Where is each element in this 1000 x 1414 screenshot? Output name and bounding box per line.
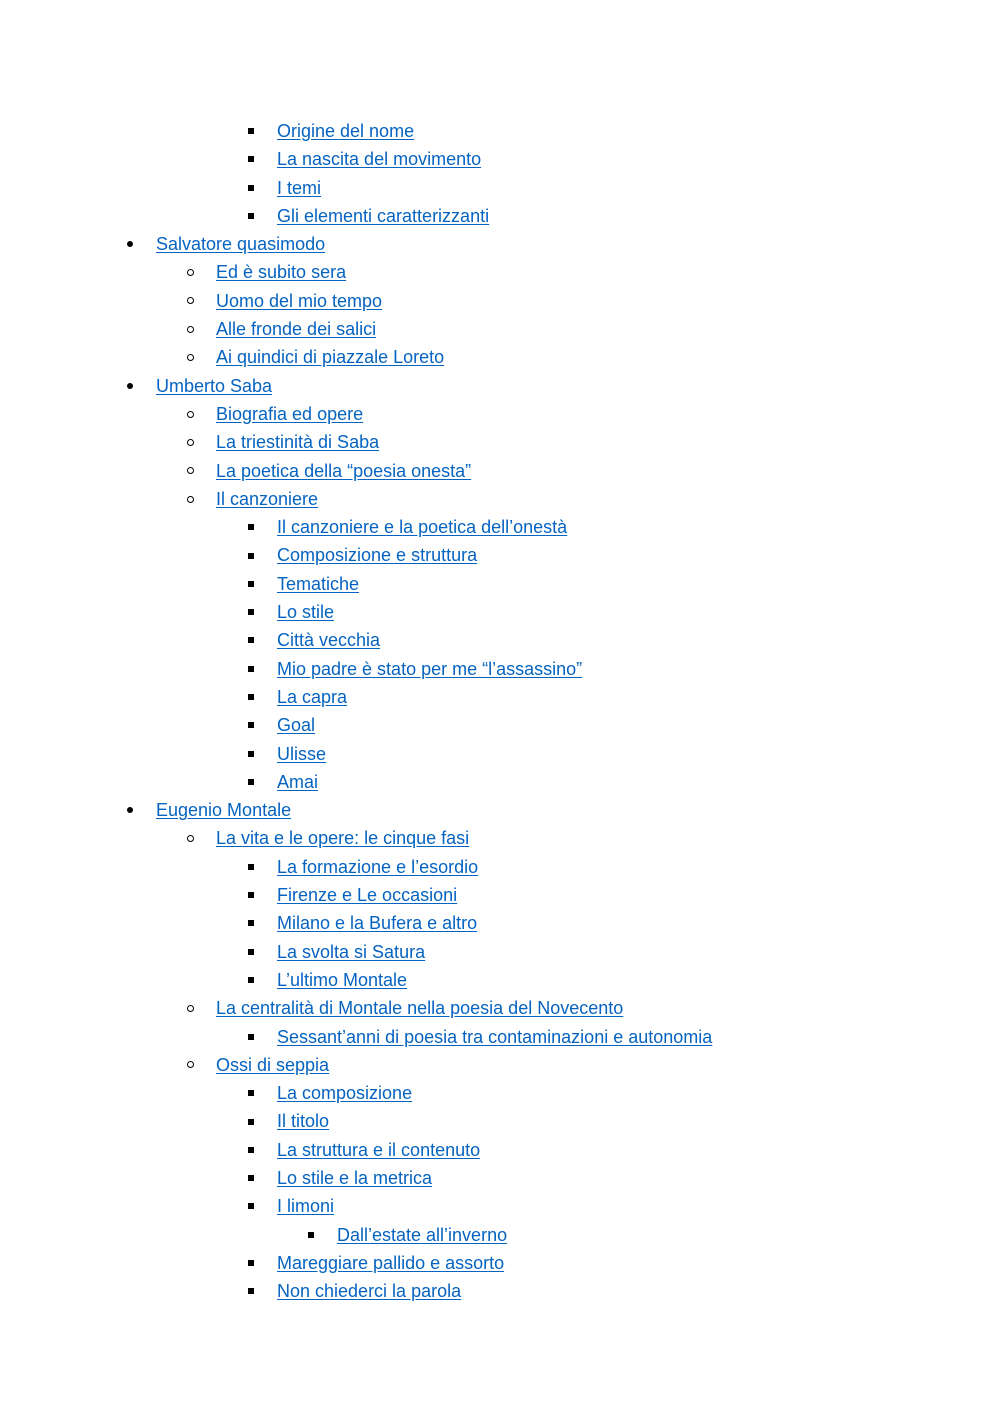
toc-entry bbox=[0, 853, 1000, 881]
toc-link[interactable]: Città vecchia bbox=[277, 630, 381, 651]
square-bullet-icon bbox=[245, 655, 257, 683]
toc-link[interactable]: La centralità di Montale nella poesia del Novecento bbox=[216, 998, 624, 1019]
square-bullet-icon bbox=[305, 1221, 317, 1249]
toc-link[interactable]: Il canzoniere bbox=[216, 488, 319, 509]
toc-link[interactable]: Dall’estate all’inverno bbox=[337, 1224, 508, 1245]
toc-entry bbox=[0, 626, 1000, 654]
toc-link[interactable]: L’ultimo Montale bbox=[277, 969, 408, 990]
toc-entry bbox=[0, 1136, 1000, 1164]
toc-link[interactable]: Ossi di seppia bbox=[216, 1054, 330, 1075]
toc-link[interactable]: Gli elementi caratterizzanti bbox=[277, 205, 490, 226]
toc-entry bbox=[0, 541, 1000, 569]
toc-entry bbox=[0, 768, 1000, 796]
toc-link[interactable]: Sessant’anni di poesia tra contaminazioni e autonomia bbox=[277, 1026, 713, 1047]
toc-entry bbox=[0, 174, 1000, 202]
toc-entry bbox=[0, 881, 1000, 909]
circle-bullet-icon bbox=[184, 343, 196, 371]
toc-link[interactable]: Lo stile e la metrica bbox=[277, 1167, 433, 1188]
disc-bullet-icon bbox=[124, 230, 136, 258]
toc-entry bbox=[0, 315, 1000, 343]
toc-link[interactable]: La vita e le opere: le cinque fasi bbox=[216, 828, 470, 849]
toc-link[interactable]: I limoni bbox=[277, 1196, 335, 1217]
square-bullet-icon bbox=[245, 570, 257, 598]
toc-entry bbox=[0, 994, 1000, 1022]
square-bullet-icon bbox=[245, 513, 257, 541]
toc-entry bbox=[0, 598, 1000, 626]
toc-entry bbox=[0, 1249, 1000, 1277]
circle-bullet-icon bbox=[184, 457, 196, 485]
toc-entry bbox=[0, 485, 1000, 513]
square-bullet-icon bbox=[245, 1249, 257, 1277]
toc-entry bbox=[0, 1051, 1000, 1079]
toc-entry bbox=[0, 1023, 1000, 1051]
toc-link[interactable]: Mareggiare pallido e assorto bbox=[277, 1252, 505, 1273]
circle-bullet-icon bbox=[184, 485, 196, 513]
circle-bullet-icon bbox=[184, 994, 196, 1022]
square-bullet-icon bbox=[245, 853, 257, 881]
toc-entry bbox=[0, 570, 1000, 598]
square-bullet-icon bbox=[245, 966, 257, 994]
square-bullet-icon bbox=[245, 1164, 257, 1192]
square-bullet-icon bbox=[245, 174, 257, 202]
toc-link[interactable]: Lo stile bbox=[277, 602, 335, 623]
toc-link[interactable]: Alle fronde dei salici bbox=[216, 319, 377, 340]
toc-link[interactable]: Eugenio Montale bbox=[156, 800, 292, 821]
toc-link[interactable]: Tematiche bbox=[277, 573, 360, 594]
toc-link[interactable]: Ulisse bbox=[277, 743, 327, 764]
circle-bullet-icon bbox=[184, 400, 196, 428]
toc-link[interactable]: Milano e la Bufera e altro bbox=[277, 913, 478, 934]
disc-bullet-icon bbox=[124, 372, 136, 400]
square-bullet-icon bbox=[245, 1107, 257, 1135]
toc-link[interactable]: La formazione e l’esordio bbox=[277, 856, 479, 877]
circle-bullet-icon bbox=[184, 287, 196, 315]
toc-entry bbox=[0, 287, 1000, 315]
toc-link[interactable]: Origine del nome bbox=[277, 121, 415, 141]
toc-link[interactable]: Mio padre è stato per me “l’assassino” bbox=[277, 658, 583, 679]
circle-bullet-icon bbox=[184, 428, 196, 456]
table-of-contents bbox=[0, 117, 1000, 1305]
circle-bullet-icon bbox=[184, 258, 196, 286]
disc-bullet-icon bbox=[124, 796, 136, 824]
square-bullet-icon bbox=[245, 1136, 257, 1164]
toc-link[interactable]: Non chiederci la parola bbox=[277, 1281, 462, 1302]
toc-link[interactable]: La poetica della “poesia onesta” bbox=[216, 460, 472, 481]
toc-entry bbox=[0, 372, 1000, 400]
square-bullet-icon bbox=[245, 1192, 257, 1220]
toc-link[interactable]: Biografia ed opere bbox=[216, 403, 364, 424]
toc-entry bbox=[0, 428, 1000, 456]
toc-entry bbox=[0, 1277, 1000, 1305]
toc-entry bbox=[0, 683, 1000, 711]
toc-link[interactable]: Firenze e Le occasioni bbox=[277, 885, 458, 906]
toc-link[interactable]: Goal bbox=[277, 715, 316, 736]
square-bullet-icon bbox=[245, 541, 257, 569]
toc-entry bbox=[0, 230, 1000, 258]
toc-entry bbox=[0, 457, 1000, 485]
toc-entry bbox=[0, 1221, 1000, 1249]
toc-link[interactable]: Amai bbox=[277, 771, 319, 792]
toc-entry bbox=[0, 938, 1000, 966]
square-bullet-icon bbox=[245, 683, 257, 711]
toc-entry bbox=[0, 202, 1000, 230]
square-bullet-icon bbox=[245, 711, 257, 739]
toc-entry bbox=[0, 909, 1000, 937]
toc-entry bbox=[0, 711, 1000, 739]
square-bullet-icon bbox=[245, 768, 257, 796]
square-bullet-icon bbox=[245, 1277, 257, 1305]
toc-entry bbox=[0, 1164, 1000, 1192]
toc-link[interactable]: La nascita del movimento bbox=[277, 149, 482, 170]
square-bullet-icon bbox=[245, 1023, 257, 1051]
toc-link[interactable]: Il canzoniere e la poetica dell’onestà bbox=[277, 517, 568, 538]
toc-entry bbox=[0, 1192, 1000, 1220]
toc-link[interactable]: Ed è subito sera bbox=[216, 262, 347, 283]
toc-entry bbox=[0, 1079, 1000, 1107]
toc-link[interactable]: Il titolo bbox=[277, 1111, 330, 1132]
circle-bullet-icon bbox=[184, 315, 196, 343]
circle-bullet-icon bbox=[184, 1051, 196, 1079]
toc-link[interactable]: La composizione bbox=[277, 1083, 413, 1104]
toc-link[interactable]: La struttura e il contenuto bbox=[277, 1139, 481, 1160]
square-bullet-icon bbox=[245, 909, 257, 937]
toc-entry bbox=[0, 258, 1000, 286]
square-bullet-icon bbox=[245, 202, 257, 230]
toc-entry bbox=[0, 966, 1000, 994]
toc-entry bbox=[0, 796, 1000, 824]
square-bullet-icon bbox=[245, 938, 257, 966]
square-bullet-icon bbox=[245, 740, 257, 768]
square-bullet-icon bbox=[245, 145, 257, 173]
toc-link[interactable]: La capra bbox=[277, 686, 348, 707]
toc-entry bbox=[0, 740, 1000, 768]
toc-link[interactable]: Composizione e struttura bbox=[277, 545, 478, 566]
toc-entry bbox=[0, 824, 1000, 852]
toc-link[interactable]: Uomo del mio tempo bbox=[216, 290, 383, 311]
toc-entry bbox=[0, 513, 1000, 541]
square-bullet-icon bbox=[245, 626, 257, 654]
toc-link[interactable]: I temi bbox=[277, 177, 322, 198]
toc-link[interactable]: Ai quindici di piazzale Loreto bbox=[216, 347, 445, 368]
toc-link[interactable]: Salvatore quasimodo bbox=[156, 234, 326, 255]
toc-entry bbox=[0, 655, 1000, 683]
square-bullet-icon bbox=[245, 1079, 257, 1107]
square-bullet-icon bbox=[245, 881, 257, 909]
toc-link[interactable]: La svolta si Satura bbox=[277, 941, 426, 962]
square-bullet-icon bbox=[245, 117, 257, 145]
toc-entry bbox=[0, 117, 1000, 145]
circle-bullet-icon bbox=[184, 824, 196, 852]
toc-link[interactable]: Umberto Saba bbox=[156, 375, 273, 396]
toc-link[interactable]: La triestinità di Saba bbox=[216, 432, 380, 453]
toc-entry bbox=[0, 1107, 1000, 1135]
square-bullet-icon bbox=[245, 598, 257, 626]
toc-entry bbox=[0, 145, 1000, 173]
toc-entry bbox=[0, 400, 1000, 428]
toc-entry bbox=[0, 343, 1000, 371]
